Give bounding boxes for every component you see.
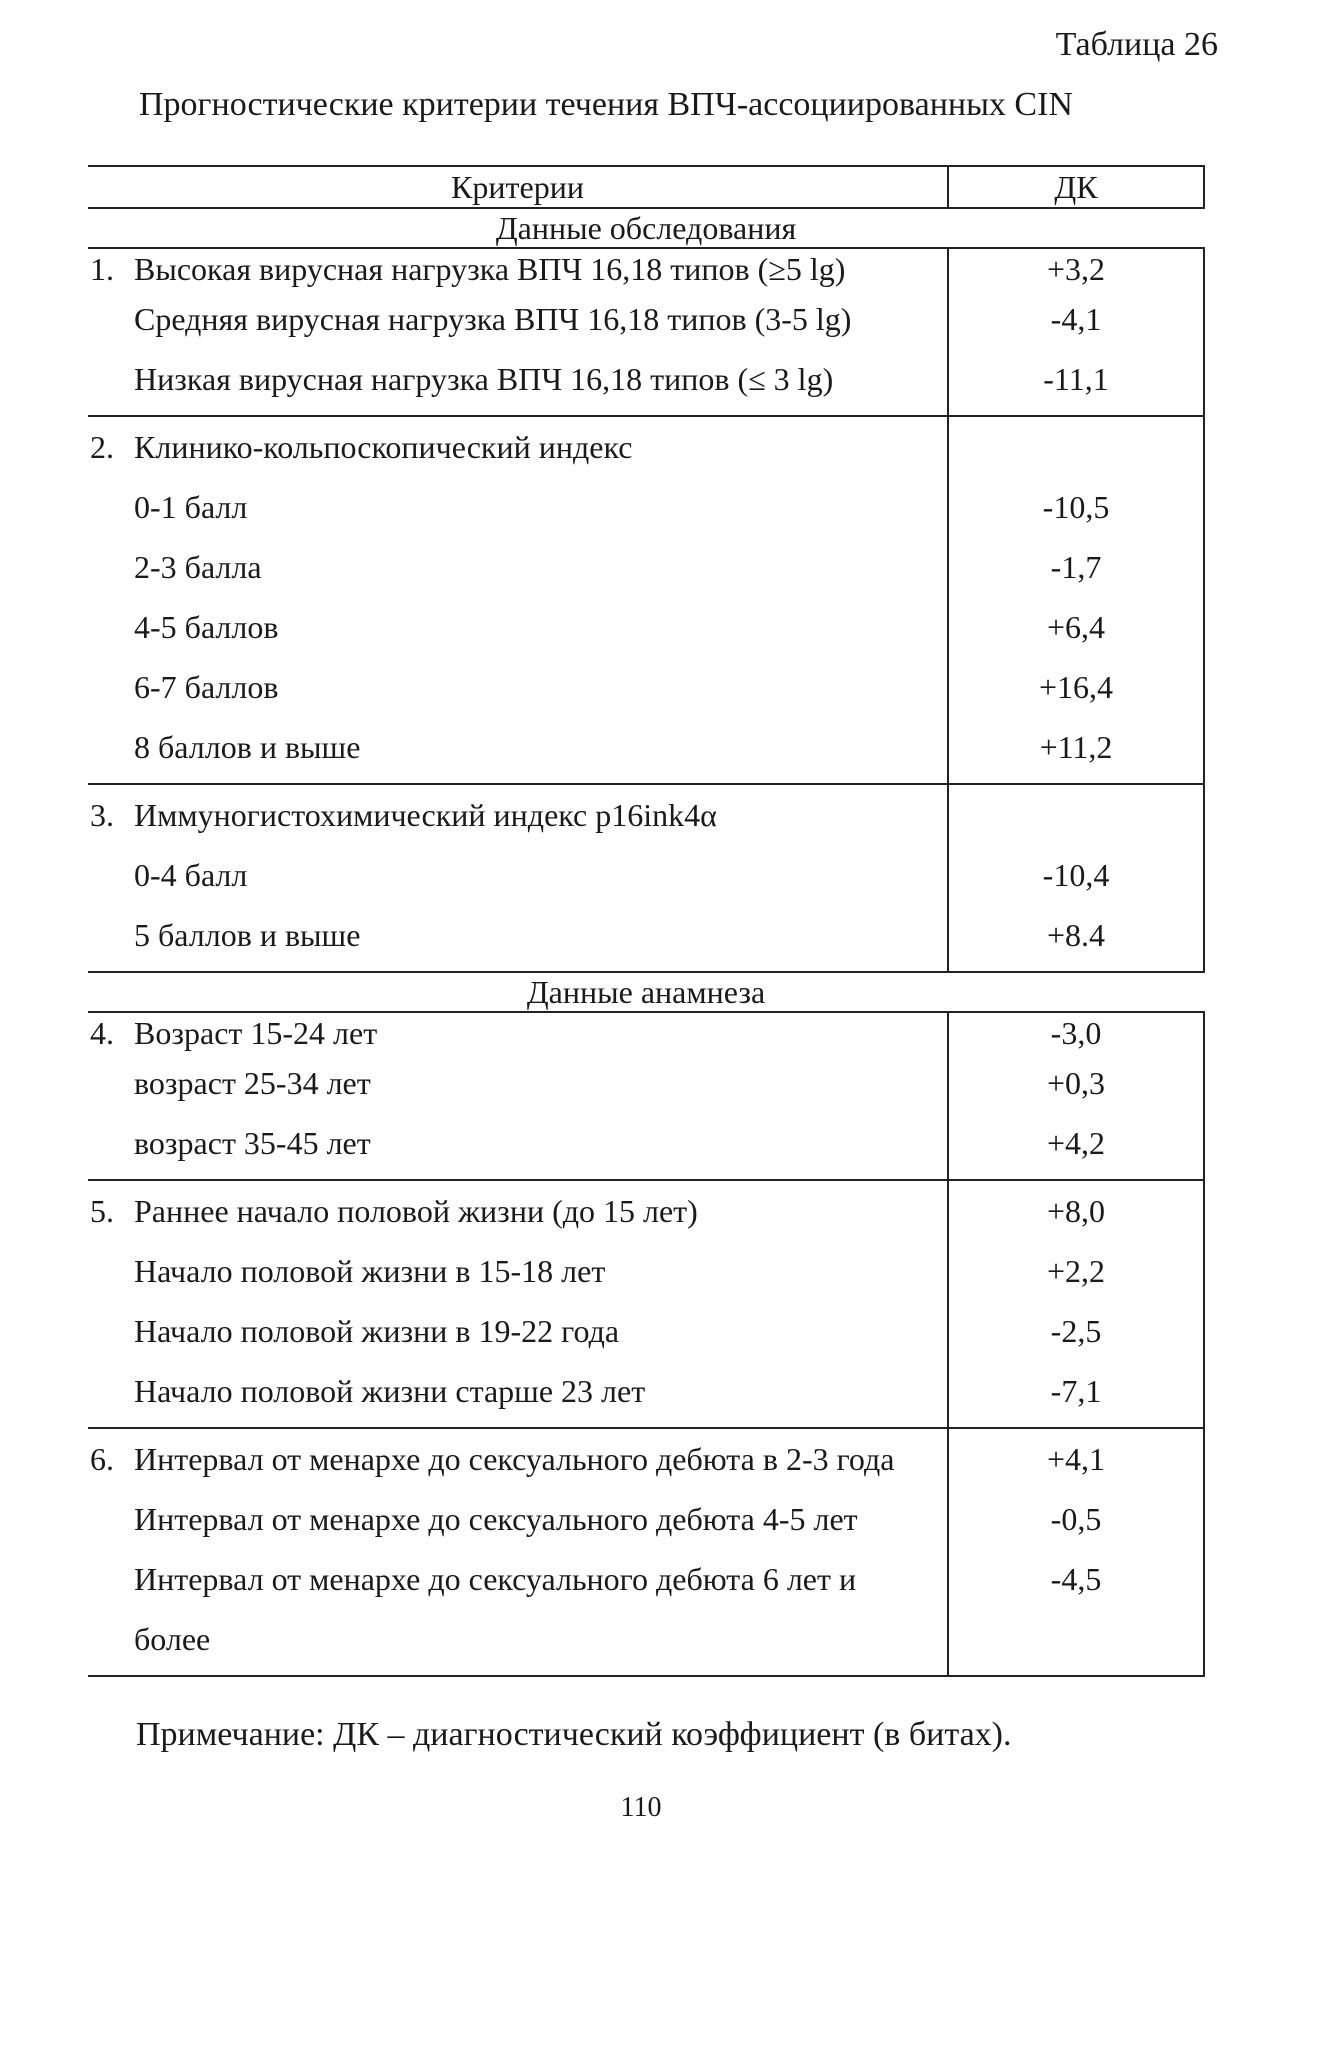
dk-value: -4,1 <box>948 289 1204 349</box>
table-row <box>88 717 1204 784</box>
criterion-text: 6-7 баллов <box>134 669 279 705</box>
criterion-text: Высокая вирусная нагрузка ВПЧ 16,18 типов (≥5 lg) <box>134 251 846 287</box>
criterion-text: Интервал от менархе до сексуального дебюта в 2-3 года <box>134 1441 895 1477</box>
page-number: 110 <box>620 1792 662 1823</box>
section-label: Данные обследования <box>88 208 1204 248</box>
table-row <box>88 657 1204 717</box>
header-dk: ДК <box>948 166 1204 208</box>
criterion-text: Низкая вирусная нагрузка ВПЧ 16,18 типов (≤ 3 lg) <box>134 361 834 397</box>
table-row <box>88 1053 1204 1113</box>
group-number: 2. <box>90 429 114 465</box>
dk-value: -2,5 <box>948 1301 1204 1361</box>
dk-value: -1,7 <box>948 537 1204 597</box>
table-row <box>88 845 1204 905</box>
criterion-text: Интервал от менархе до сексуального дебюта 6 лет и более <box>134 1561 857 1657</box>
section-row <box>88 972 1204 1012</box>
criterion-text: 4-5 баллов <box>134 609 279 645</box>
group-heading: Клинико-кольпоскопический индекс <box>134 429 633 465</box>
dk-value: -0,5 <box>948 1489 1204 1549</box>
table-header-row <box>88 166 1204 208</box>
table-row <box>88 597 1204 657</box>
table-row <box>88 477 1204 537</box>
criterion-text: Начало половой жизни старше 23 лет <box>134 1373 646 1409</box>
dk-value: +3,2 <box>948 248 1204 289</box>
table-row <box>88 537 1204 597</box>
dk-value: -10,5 <box>948 477 1204 537</box>
table-note: Примечание: ДК – диагностический коэффициент (в битах). <box>136 1716 1012 1753</box>
criterion-text: Раннее начало половой жизни (до 15 лет) <box>134 1193 698 1229</box>
criterion-text: 8 баллов и выше <box>134 729 361 765</box>
dk-value: +0,3 <box>948 1053 1204 1113</box>
dk-value: +4,1 <box>948 1428 1204 1489</box>
dk-value: +2,2 <box>948 1241 1204 1301</box>
group-heading: Иммуногистохимический индекс p16ink4α <box>134 797 717 833</box>
table-row <box>88 349 1204 416</box>
table-row <box>88 1180 1204 1241</box>
group-number: 5. <box>90 1193 114 1229</box>
table-number: Таблица 26 <box>1055 26 1218 63</box>
criterion-text: Возраст 15-24 лет <box>134 1015 378 1051</box>
group-number: 3. <box>90 797 114 833</box>
dk-value: +8,0 <box>948 1180 1204 1241</box>
section-row <box>88 208 1204 248</box>
criterion-text: возраст 25-34 лет <box>134 1065 371 1101</box>
criterion-text: 0-1 балл <box>134 489 248 525</box>
table-row <box>88 1113 1204 1180</box>
table-row <box>88 1012 1204 1053</box>
table-title: Прогностические критерии течения ВПЧ-ассоциированных CIN <box>139 86 1073 123</box>
table-row <box>88 1361 1204 1428</box>
header-criteria: Критерии <box>88 166 948 208</box>
table-row <box>88 248 1204 289</box>
table-row <box>88 1301 1204 1361</box>
table-row <box>88 416 1204 477</box>
criterion-text: Начало половой жизни в 15-18 лет <box>134 1253 606 1289</box>
criterion-text: 5 баллов и выше <box>134 917 361 953</box>
criteria-table <box>88 165 1205 1677</box>
table-row <box>88 1549 1204 1676</box>
dk-value: -3,0 <box>948 1012 1204 1053</box>
dk-value: -4,5 <box>948 1549 1204 1676</box>
dk-value: -11,1 <box>948 349 1204 416</box>
criterion-text: 2-3 балла <box>134 549 262 585</box>
dk-value: +4,2 <box>948 1113 1204 1180</box>
group-number: 4. <box>90 1015 114 1051</box>
criterion-text: возраст 35-45 лет <box>134 1125 371 1161</box>
dk-value: -10,4 <box>948 845 1204 905</box>
group-number: 6. <box>90 1441 114 1477</box>
table-row <box>88 1241 1204 1301</box>
group-number: 1. <box>90 251 114 287</box>
criterion-text: Интервал от менархе до сексуального дебюта 4-5 лет <box>134 1501 858 1537</box>
criterion-text: Начало половой жизни в 19-22 года <box>134 1313 620 1349</box>
table-row <box>88 1489 1204 1549</box>
criterion-text: 0-4 балл <box>134 857 248 893</box>
criterion-text: Средняя вирусная нагрузка ВПЧ 16,18 типов (3-5 lg) <box>134 301 852 337</box>
table-row <box>88 784 1204 845</box>
table-row <box>88 289 1204 349</box>
section-label: Данные анамнеза <box>88 972 1204 1012</box>
table-row <box>88 905 1204 972</box>
table-row <box>88 1428 1204 1489</box>
dk-value: +16,4 <box>948 657 1204 717</box>
dk-value: +11,2 <box>948 717 1204 784</box>
dk-value: -7,1 <box>948 1361 1204 1428</box>
dk-value: +8.4 <box>948 905 1204 972</box>
dk-value: +6,4 <box>948 597 1204 657</box>
